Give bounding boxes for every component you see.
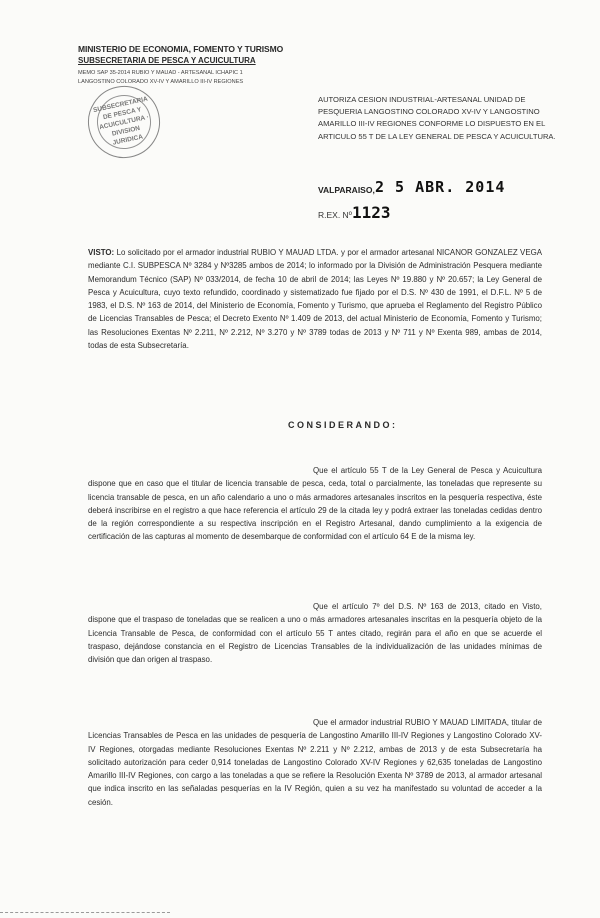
- resolution-subject: AUTORIZA CESION INDUSTRIAL-ARTESANAL UNIDAD DE PESQUERIA LANGOSTINO COLORADO XV-IV Y LANGOSTINO AMARILLO III-IV REGIONES CONFORME LO DISPUESTO EN EL ARTICULO 55 T DE LA LEY GENERAL DE PESCA Y ACUICULTURA.: [318, 95, 556, 141]
- considerando-paragraph-1: Que el artículo 55 T de la Ley General de Pesca y Acuicultura dispone que en caso que el titular de licencia transable de pesca, ceda, total o parcialmente, las toneladas que represente su licencia transable de pesca, en un año calendario a uno o más armadores artesanales inscritos en la pesquería respectiva, éste deberá inscribirse en el registro a que hace referencia el artículo 29 de la citada ley y podrá extraer las toneladas cedidas dentro de la región correspondiente a su respectiva inscripción en el Registro Artesanal, dando cumplimiento a la exigencia de certificación de las capturas al momento de desembarque de conformidad con el artículo 64 E de la misma ley.: [88, 466, 542, 542]
- stamp-text: SUBSECRETARIA DE PESCA Y ACUICULTURA · DIVISION JURIDICA: [92, 95, 150, 147]
- resolution-number: 1123: [352, 203, 391, 222]
- resolution-number-label: R.EX. Nº: [318, 210, 352, 220]
- resolution-date: 2 5 ABR. 2014: [375, 178, 506, 196]
- visto-lead: VISTO:: [88, 248, 115, 257]
- considerando-paragraph-2: Que el artículo 7º del D.S. Nº 163 de 2013, citado en Visto, dispone que el traspaso de toneladas que se realicen a uno o más armadores artesanales inscritas en la pesquería objeto de la Licencia Transable de Pesca, de conformidad con el artículo 55 T antes citado, regirán para el año en que se acuerde el traspaso, dejándose constancia en el Registro de Licencias Transables de la individualización de las unidades mínimas de división que dan origen al traspaso.: [88, 602, 542, 665]
- visto-text: Lo solicitado por el armador industrial RUBIO Y MAUAD LTDA. y por el armador artesanal NICANOR GONZALEZ VEGA mediante C.I. SUBPESCA Nº 3284 y Nº3285 ambos de 2014; lo informado por la División de Administración Pesquera mediante Memorandum Técnico (SAP) Nº 033/2014, de fecha 10 de abril de 2014; las Leyes Nº 19.880 y Nº 20.657; la Ley General de Pesca y Acuicultura, cuyo texto refundido, coordinado y sistematizado fue fijado por el D.S. Nº 430 de 1991, el D.F.L. Nº 5 de 1983, el D.S. Nº 163 de 2014, del Ministerio de Economía, Fomento y Turismo, que aprueba el Reglamento del Registro Público de Licencias Transables de Pesca; el Decreto Exento Nº 1.409 de 2013, del actual Ministerio de Economía, Fomento y Turismo; las Resoluciones Exentas Nº 2.211, Nº 2.212, Nº 3.270 y Nº 3789 todas de 2013 y Nº 711 y Nº Exenta 989, ambas de 2014, todas de esta Subsecretaría.: [88, 248, 542, 351]
- visto-paragraph: [88, 246, 542, 352]
- official-stamp-icon: [81, 79, 166, 164]
- ministry-heading: MINISTERIO DE ECONOMIA, FOMENTO Y TURISMO: [78, 44, 284, 54]
- considerando-paragraph-3: Que el armador industrial RUBIO Y MAUAD LIMITADA, titular de Licencias Transables de Pesca en las unidades de pesquería de Langostino Amarillo III-IV Regiones y Langostino Colorado XV-IV Regiones, otorgadas mediante Resoluciones Exentas Nº 2.211 y Nº 2.212, ambas de 2013 y de esta Subsecretaría ha solicitado autorización para ceder 0,914 toneladas de Langostino Colorado XV-IV Regiones y 62,635 toneladas de Langostino Amarillo III-IV Regiones, con cargo a las toneladas a que se refiere la Resolución Exenta Nº 3789 de 2013, al armador artesanal que indica inscrito en las señaladas pesquerías en la IV Región, quien a su vez ha manifestado su voluntad de acceder a la cesión.: [88, 718, 542, 807]
- reference-line-1: MEMO SAP 35-2014 RUBIO Y MAUAD - ARTESANAL ICHAPIC 1: [78, 70, 243, 76]
- reference-line-2: LANGOSTINO COLORADO XV-IV Y AMARILLO III-IV REGIONES: [78, 79, 244, 85]
- undersecretariat-heading: SUBSECRETARIA DE PESCA Y ACUICULTURA: [78, 56, 256, 65]
- stamp-inner-ring: [92, 90, 156, 154]
- considerando-heading: CONSIDERANDO:: [288, 420, 398, 430]
- footer-divider: [0, 912, 170, 913]
- place-label: VALPARAISO,: [318, 185, 375, 195]
